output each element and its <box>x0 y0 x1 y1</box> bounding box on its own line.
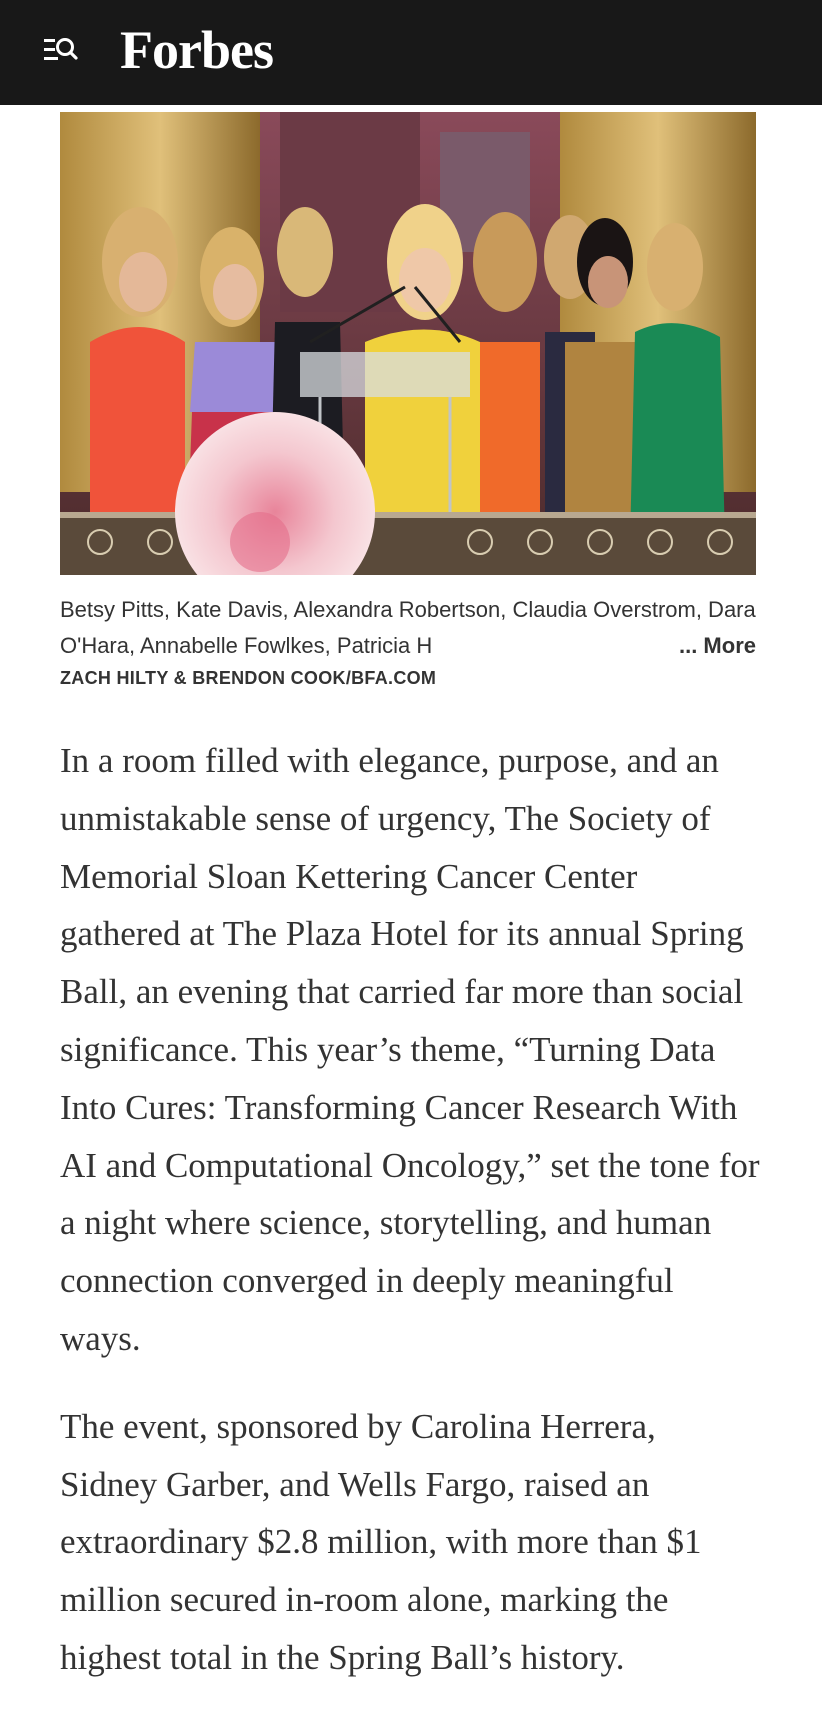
gala-photo <box>60 112 756 575</box>
menu-search-icon[interactable] <box>40 32 80 68</box>
photo-credit: ZACH HILTY & BRENDON COOK/BFA.COM <box>60 668 437 688</box>
article-paragraph: The event, sponsored by Carolina Herrera, Sidney Garber, and Wells Fargo, raised an extraordinary $2.8 million, with more than $1 million secured in-room alone, marking the highest total in the Spring Ball’s history. <box>60 1406 702 1677</box>
caption-more-button[interactable]: ... More <box>665 628 756 664</box>
article-body <box>60 732 760 1717</box>
top-navigation-bar <box>0 0 822 105</box>
photo-caption <box>60 592 756 664</box>
article-paragraph: In a room filled with elegance, purpose, and an unmistakable sense of urgency, The Society of Memorial Sloan Kettering Cancer Center gathered at The Plaza Hotel for its annual Spring Ball, an evening that carried far more than social significance. This year’s theme, “Turning Data Into Cures: Transforming Cancer Research With AI and Computational Oncology,” set the tone for a night where science, storytelling, and human connection converged in deeply meaningful ways. <box>60 741 760 1358</box>
article-hero-photo[interactable] <box>60 112 756 575</box>
caption-text: Betsy Pitts, Kate Davis, Alexandra Robertson, Claudia Overstrom, Dara O'Hara, Annabelle Fowlkes, Patricia H <box>60 597 756 658</box>
forbes-logo[interactable]: Forbes <box>120 20 273 80</box>
